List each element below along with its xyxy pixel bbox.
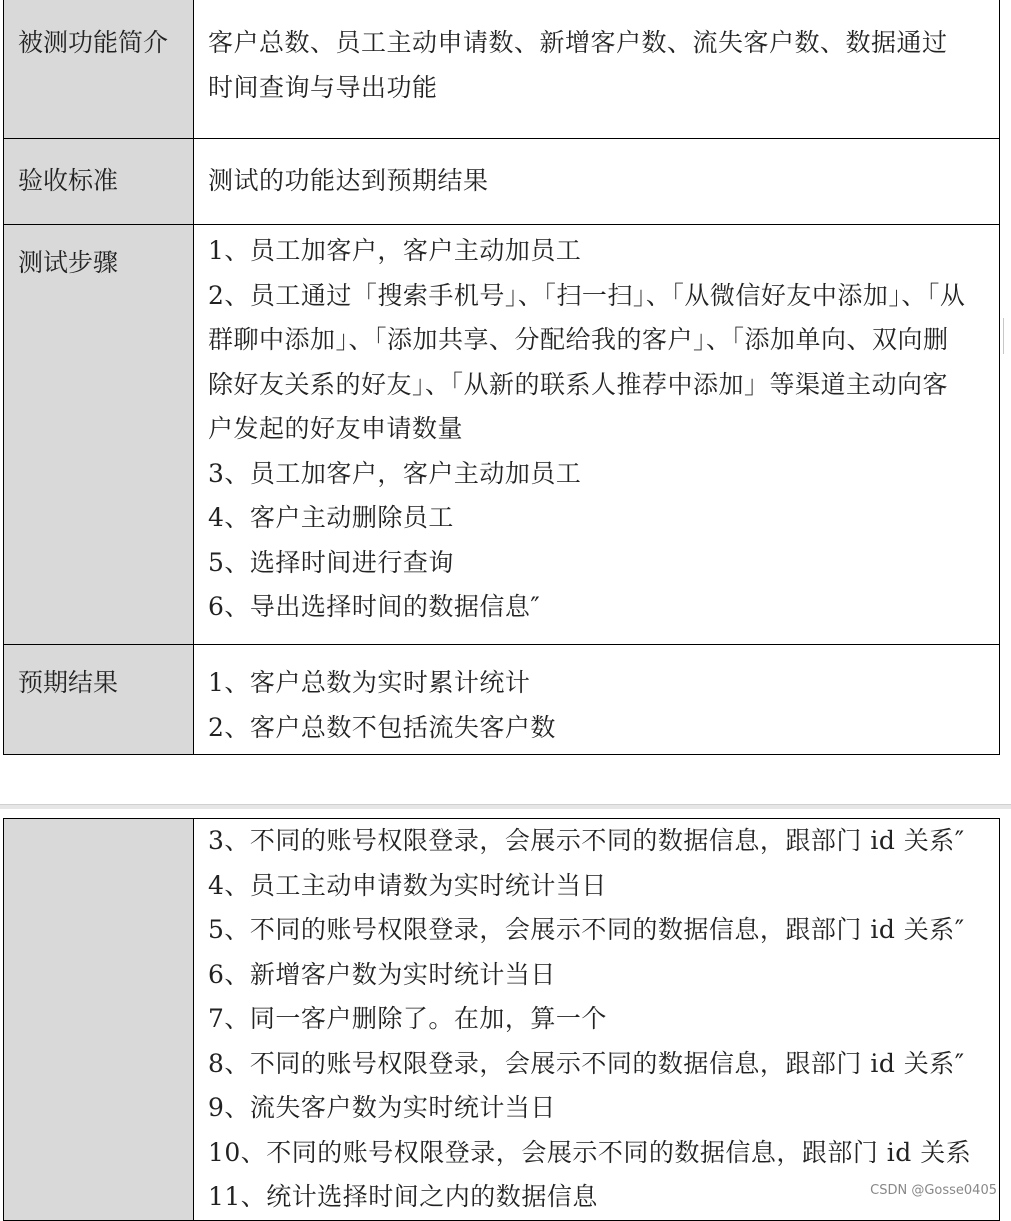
text-line: 除好友关系的好友」、「从新的联系人推荐中添加」等渠道主动向客 bbox=[208, 369, 949, 399]
text-line: 5、不同的账号权限登录，会展示不同的数据信息，跟部门 id 关系″ bbox=[208, 915, 965, 944]
text-line: 1、员工加客户，客户主动加员工 bbox=[208, 236, 582, 265]
text-line: 测试的功能达到预期结果 bbox=[208, 166, 489, 195]
row-label bbox=[4, 819, 194, 1221]
table-row-expected-result bbox=[4, 645, 1000, 755]
text-line: 时间查询与导出功能 bbox=[208, 72, 438, 102]
text-line: 2、员工通过「搜索手机号」、「扫一扫」、「从微信好友中添加」、「从 bbox=[208, 280, 966, 310]
text-line: 7、同一客户删除了。在加，算一个 bbox=[208, 1004, 607, 1033]
text-line: 3、不同的账号权限登录，会展示不同的数据信息，跟部门 id 关系″ bbox=[208, 826, 965, 855]
row-value bbox=[194, 645, 1000, 755]
row-value bbox=[194, 139, 1000, 225]
table-row-function-intro bbox=[4, 0, 1000, 139]
row-value bbox=[194, 819, 1000, 1221]
row-value bbox=[194, 225, 1000, 645]
row-label: 测试步骤 bbox=[4, 225, 194, 645]
table-row-test-steps bbox=[4, 225, 1000, 645]
text-line: 4、客户主动删除员工 bbox=[208, 503, 454, 532]
page-break-divider bbox=[0, 804, 1011, 809]
text-line: 6、新增客户数为实时统计当日 bbox=[208, 959, 556, 989]
test-case-table-continued bbox=[3, 818, 1000, 1221]
row-label: 验收标准 bbox=[4, 139, 194, 225]
text-line: 客户总数、员工主动申请数、新增客户数、流失客户数、数据通过 bbox=[208, 28, 948, 57]
table-row-expected-result-continued bbox=[4, 819, 1000, 1221]
text-line: 11、统计选择时间之内的数据信息 bbox=[208, 1182, 598, 1211]
text-line: 2、客户总数不包括流失客户数 bbox=[208, 712, 556, 742]
text-line: 8、不同的账号权限登录，会展示不同的数据信息，跟部门 id 关系″ bbox=[208, 1048, 965, 1078]
table-row-acceptance bbox=[4, 139, 1000, 225]
test-case-table bbox=[3, 0, 1000, 755]
text-line: 群聊中添加」、「添加共享、分配给我的客户」、「添加单向、双向删 bbox=[208, 325, 949, 354]
row-label: 被测功能简介 bbox=[4, 0, 194, 139]
text-line: 9、流失客户数为实时统计当日 bbox=[208, 1093, 556, 1122]
watermark: CSDN @Gosse0405 bbox=[870, 1183, 997, 1198]
row-label: 预期结果 bbox=[4, 645, 194, 755]
text-line: 6、导出选择时间的数据信息″ bbox=[208, 592, 541, 621]
text-line: 1、客户总数为实时累计统计 bbox=[208, 668, 531, 697]
text-line: 10、不同的账号权限登录，会展示不同的数据信息，跟部门 id 关系 bbox=[208, 1137, 972, 1167]
text-line: 4、员工主动申请数为实时统计当日 bbox=[208, 870, 607, 900]
text-line: 户发起的好友申请数量 bbox=[208, 414, 464, 443]
text-line: 5、选择时间进行查询 bbox=[208, 547, 454, 577]
row-value bbox=[194, 0, 1000, 139]
text-line: 3、员工加客户，客户主动加员工 bbox=[208, 458, 582, 488]
page-edge-mark bbox=[1003, 318, 1011, 354]
